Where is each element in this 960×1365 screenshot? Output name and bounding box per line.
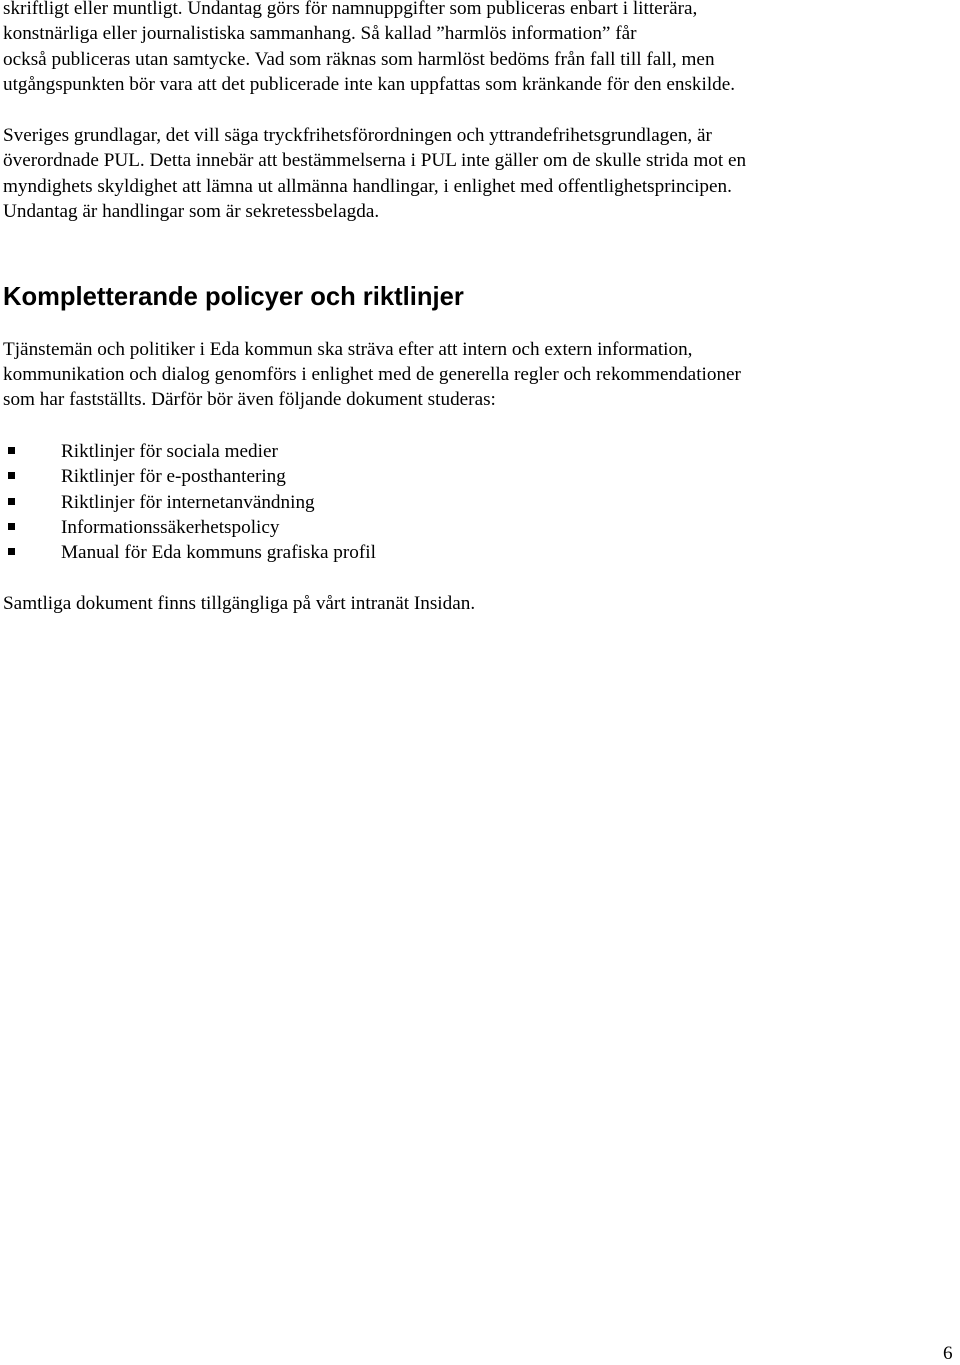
- list-item-label: Manual för Eda kommuns grafiska profil: [61, 542, 376, 564]
- list-item-label: Informationssäkerhetspolicy: [61, 517, 280, 539]
- text-line: konstnärliga eller journalistiska sammanhang. Så kallad ”harmlös information” får: [3, 23, 637, 45]
- square-bullet-icon: [8, 498, 15, 505]
- list-item: [3, 515, 943, 540]
- page-number: 6: [943, 1343, 953, 1364]
- text-line: Undantag är handlingar som är sekretessbelagda.: [3, 201, 380, 223]
- list-item-label: Riktlinjer för e-posthantering: [61, 466, 286, 488]
- document-list: [3, 439, 943, 566]
- square-bullet-icon: [8, 548, 15, 555]
- text-line: överordnade PUL. Detta innebär att bestämmelserna i PUL inte gäller om de skulle strida mot en: [3, 150, 747, 172]
- list-item-label: Riktlinjer för sociala medier: [61, 440, 278, 462]
- square-bullet-icon: [8, 472, 15, 479]
- text-line: skriftligt eller muntligt. Undantag görs för namnuppgifter som publiceras enbart i litterära,: [3, 0, 698, 19]
- paragraph-closing: Samtliga dokument finns tillgängliga på vårt intranät Insidan.: [3, 593, 476, 615]
- paragraph-constitutional-laws: [3, 123, 943, 225]
- text-line: Tjänstemän och politiker i Eda kommun ska sträva efter att intern och extern information,: [3, 338, 693, 360]
- text-line: myndighets skyldighet att lämna ut allmänna handlingar, i enlighet med offentlighetsprincipen.: [3, 175, 732, 197]
- text-line: kommunikation och dialog genomförs i enlighet med de generella regler och rekommendationer: [3, 364, 741, 386]
- text-line: Sveriges grundlagar, det vill säga tryckfrihetsförordningen och yttrandefrihetsgrundlagen, är: [3, 125, 712, 147]
- text-line: också publiceras utan samtycke. Vad som räknas som harmlöst bedöms från fall till fall, men: [3, 48, 715, 70]
- document-page: [3, 0, 943, 617]
- square-bullet-icon: [8, 523, 15, 530]
- list-item: [3, 464, 943, 489]
- list-item: [3, 439, 943, 464]
- section-heading: Kompletterande policyer och riktlinjer: [3, 282, 464, 311]
- text-line: som har fastställts. Därför bör även följande dokument studeras:: [3, 389, 496, 411]
- list-item: [3, 540, 943, 565]
- paragraph-publication-rules: [3, 0, 943, 98]
- paragraph-intro-documents: [3, 337, 943, 413]
- list-item: [3, 490, 943, 515]
- list-item-label: Riktlinjer för internetanvändning: [61, 491, 315, 513]
- text-line: utgångspunkten bör vara att det publicerade inte kan uppfattas som kränkande för den enskilde.: [3, 74, 736, 96]
- square-bullet-icon: [8, 447, 15, 454]
